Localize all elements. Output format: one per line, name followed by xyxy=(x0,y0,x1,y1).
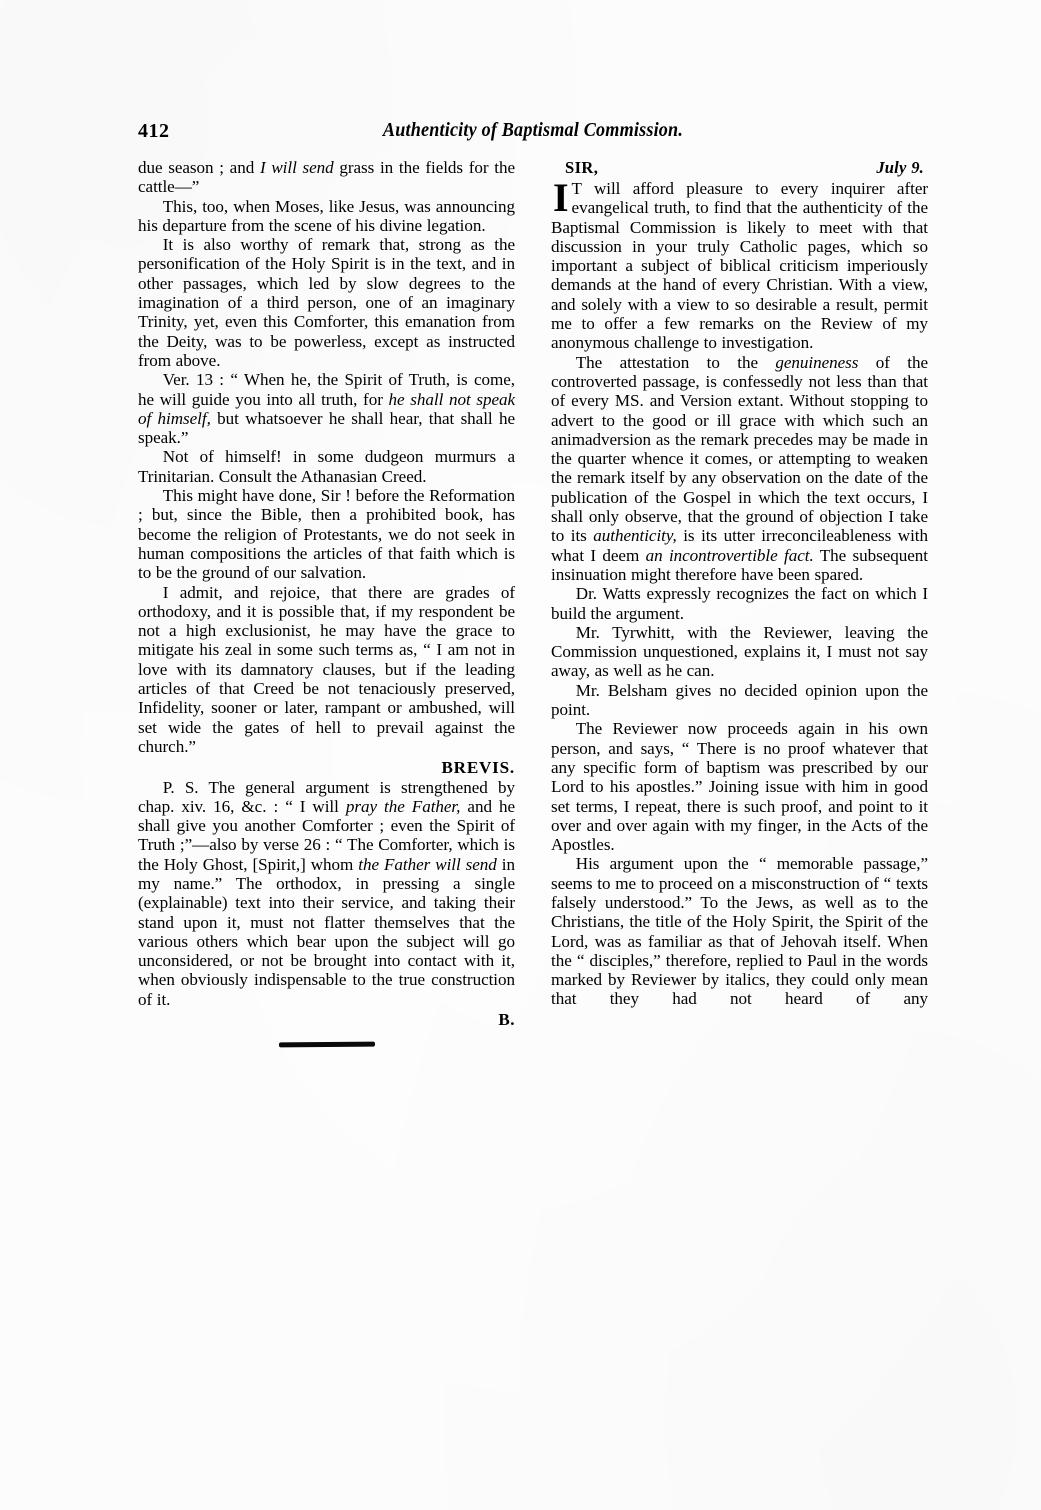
text-run-italic: genuineness xyxy=(775,352,859,372)
section-divider-rule xyxy=(138,1033,515,1055)
text-run-italic: an incontrovertible fact. xyxy=(645,545,814,565)
letter-dateline: July 9. xyxy=(876,158,924,177)
text-run: and he shall give you another Comforter ; even the Spirit of Truth ;”—also by verse 26 : “ The Comforter, which is the Holy Ghost, [Spirit,] whom xyxy=(138,796,516,874)
paragraph xyxy=(551,353,928,585)
text-columns xyxy=(138,158,928,1378)
paragraph: Mr. Tyrwhitt, with the Reviewer, leaving the Commission unquestioned, explains it, I must not say away, as well as he can. xyxy=(551,622,928,681)
opening-paragraph xyxy=(551,175,928,353)
page-folio-number: 412 xyxy=(138,120,170,142)
text-run: due season ; and xyxy=(138,158,260,177)
text-run-italic: authenticity, xyxy=(593,526,677,546)
text-run-italic: the Father will send xyxy=(358,854,497,874)
text-run: The subsequent insinuation might therefore have been spared. xyxy=(551,545,928,584)
text-run: grass in the fields for the cattle—” xyxy=(138,158,516,197)
paragraph: His argument upon the “ memorable passage,” seems to me to proceed on a misconstruction of “ texts falsely understood.” To the Jews, as well as to the Christians, the title of the Holy Spirit, the Spirit of the Lord, was as familiar as that of Jehovah itself. When the “ disciples,” therefore, replied to Paul in the words marked by Reviewer by italics, they could only mean that they had not heard of any xyxy=(551,854,928,1009)
text-run-italic: he shall not speak of himself, xyxy=(138,389,516,428)
text-run: T will afford pleasure to every inquirer after evangelical truth, to find that the authenticity of the Baptismal Commission is likely to meet with that discussion in your truly Catholic pages, which so important a subject of biblical criticism imperiously demands at the hand of every Christian. With a view, and solely with a view to so desirable a result, permit me to offer a few remarks on the Review of my anonymous challenge to investigation. xyxy=(551,179,928,353)
text-run-italic: pray the Father, xyxy=(345,796,461,816)
text-run: P. S. The general argument is strengthened by chap. xiv. 16, &c. : “ I will xyxy=(138,777,515,816)
paragraph xyxy=(138,158,515,197)
text-run: is its utter irreconcileableness with what I deem xyxy=(551,526,928,565)
text-run: of the controverted passage, is confessedly not less than that of every MS. and Version extant. Without stopping to advert to the good or ill grace with which such an animadversion as the remark precedes may be made in the quarter whence it comes, or attempting to weaken the remark itself by any observation on the date of the publication of the Gospel in which the text occurs, I shall only observe, that the ground of objection I take to its xyxy=(551,352,928,546)
paragraph xyxy=(138,370,515,447)
text-run: in my name.” The orthodox, in pressing a single (explainable) text into their service, and taking their stand upon it, must not flatter themselves that the various others which bear upon the subject will go unconsidered, or not be brought into contact with it, when obviously indispensable to the true construction of it. xyxy=(138,854,515,1009)
paragraph: Not of himself! in some dudgeon murmurs a Trinitarian. Consult the Athanasian Creed. xyxy=(138,447,515,486)
paragraph: Dr. Watts expressly recognizes the fact on which I build the argument. xyxy=(551,584,928,623)
postscript-paragraph xyxy=(138,778,515,1010)
paragraph: It is also worthy of remark that, strong as the personification of the Holy Spirit is in the text, and in other passages, which led by slow degrees to the imagination of a third person, one of an imaginary Trinity, yet, even this Comforter, this emanation from the Deity, was to be powerless, except as instructed from above. xyxy=(138,235,515,370)
text-run: The attestation to the xyxy=(575,352,776,372)
left-text-column xyxy=(138,158,515,1055)
postscript-signature: B. xyxy=(498,1010,515,1030)
letter-heading-row xyxy=(551,158,928,178)
running-head xyxy=(138,120,928,146)
paragraph: I admit, and rejoice, that there are grades of orthodoxy, and it is possible that, if my respondent be not a high exclusionist, he may have the grace to mitigate his zeal in some such terms as, “ I am not in love with its damnatory clauses, but if the leading articles of that Creed be not tenaciously preserved, Infidelity, sooner or later, rampant or ambushed, will set wide the gates of hell to prevail against the church.” xyxy=(138,582,515,756)
drop-cap-letter: I xyxy=(553,175,569,220)
paragraph: This, too, when Moses, like Jesus, was announcing his departure from the scene of his divine legation. xyxy=(138,196,515,235)
letter-salutation: SIR, xyxy=(565,158,599,177)
paragraph: Mr. Belsham gives no decided opinion upon the point. xyxy=(551,680,928,720)
horizontal-rule-icon xyxy=(278,1042,374,1048)
right-text-column xyxy=(551,158,928,1028)
text-run: Ver. 13 : “ When he, the Spirit of Truth, is come, he will guide you into all truth, for xyxy=(138,370,515,409)
paragraph: This might have done, Sir ! before the Reformation ; but, since the Bible, then a prohibited book, has become the religion of Protestants, we do not seek in human compositions the articles of that faith which is to be the ground of our salvation. xyxy=(138,486,515,583)
author-signature: BREVIS. xyxy=(441,758,515,778)
running-head-title: Authenticity of Baptismal Commission. xyxy=(382,120,684,141)
text-run: but whatsoever he shall hear, that shall he speak.” xyxy=(138,408,516,448)
paragraph: The Reviewer now proceeds again in his own person, and says, “ There is no proof whatever that any specific form of baptism was prescribed by our Lord to his apostles.” Joining issue with him in good set terms, I repeat, there is such proof, and point to it over and over again with my finger, in the Acts of the Apostles. xyxy=(551,719,928,855)
text-run-italic: I will send xyxy=(259,158,334,177)
